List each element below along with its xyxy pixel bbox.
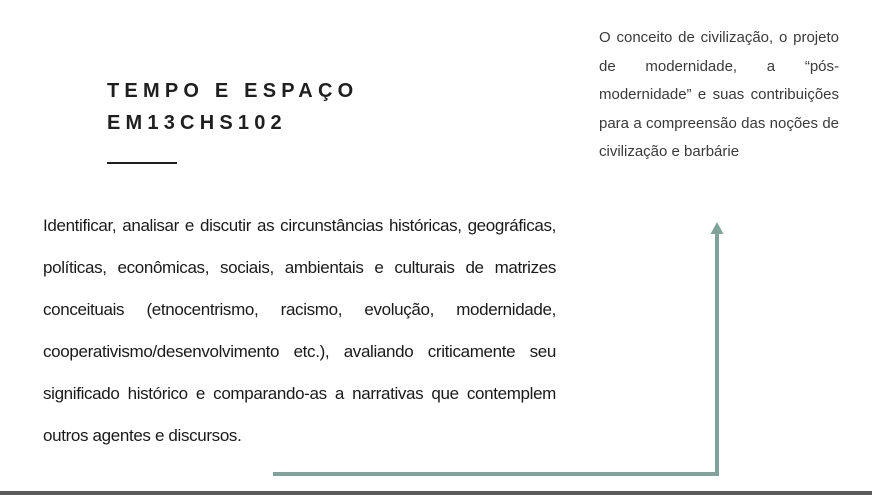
skill-description: Identificar, analisar e discutir as circunstâncias históricas, geográficas, políticas, econômicas, sociais, ambientais e culturais de matrizes conceituais (etnocentrismo, racismo, evolução, modernidade, cooperativismo/desenvolvimento etc.), avaliando criticamente seu significado histórico e comparando-as a narrativas que contemplem outros agentes e discursos. — [43, 216, 556, 445]
connector-line — [273, 233, 717, 474]
title-line-code: EM13CHS102 — [107, 112, 287, 134]
arrow-up-icon — [711, 222, 724, 234]
title-line-theme: TEMPO E ESPAÇO — [107, 80, 359, 102]
object-of-knowledge: O conceito de civilização, o projeto de modernidade, a “pós-modernidade” e suas contribuições para a compreensão das noções de civilização e barbárie — [599, 29, 839, 160]
bottom-border — [0, 491, 872, 495]
